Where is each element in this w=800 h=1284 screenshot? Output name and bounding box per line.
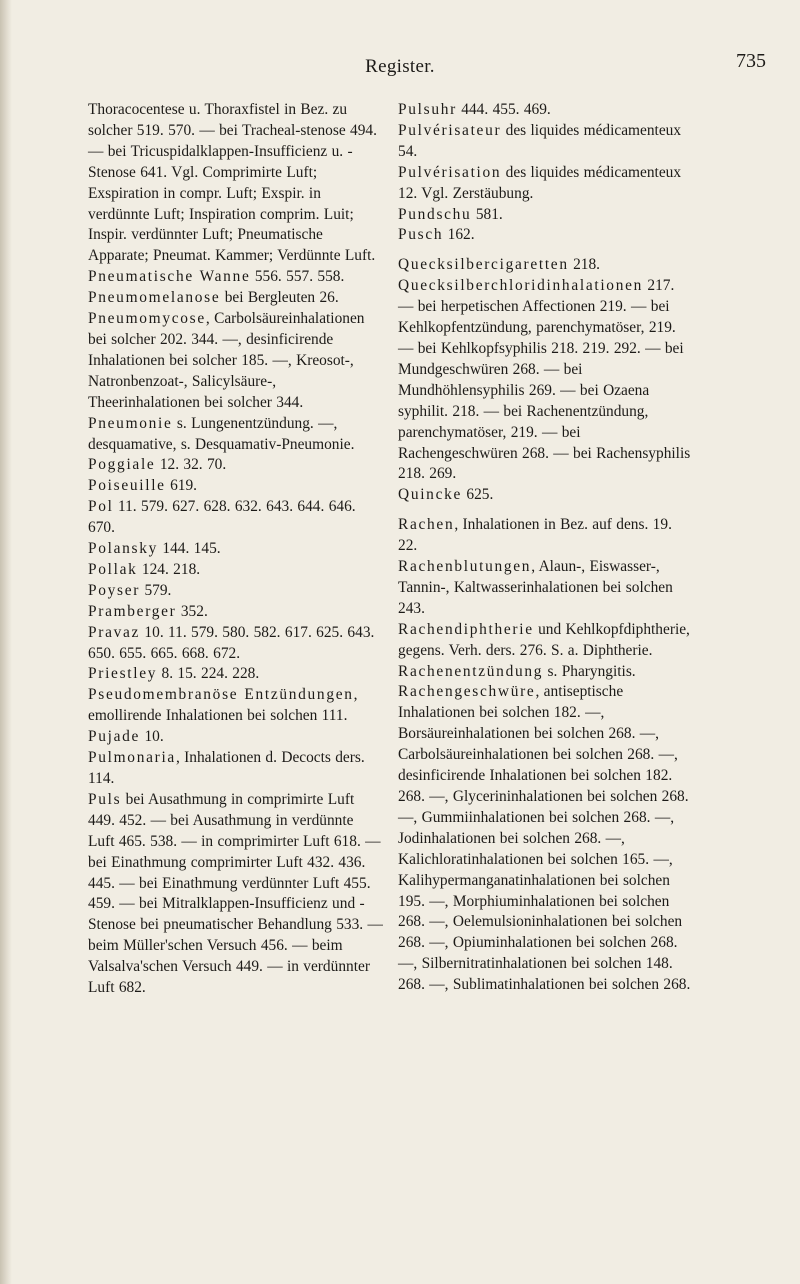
index-entry	[398, 163, 694, 205]
index-entry	[88, 455, 384, 476]
entry-term: Pulsuhr	[398, 101, 457, 118]
entry-text: bei Ausathmung in comprimirte Luft 449. 452. — bei Ausathmung in verdünnte Luft 465. 538. — in comprimirter Luft 618. — bei Einathmung comprimirter Luft 432. 436. 445. — bei Einathmung verdünnter Luft 455. 459. — bei Mitralklappen-Insufficienz und -Stenose bei pneumatischer Behandlung 533. — beim Müller'schen Versuch 456. — beim Valsalva'schen Versuch 449. — in verdünnter Luft 682.	[88, 790, 383, 997]
entry-term: Pulvérisation	[398, 163, 502, 181]
entry-text: 556. 557. 558.	[250, 268, 345, 286]
entry-term: Pneumatische Wanne	[88, 268, 251, 286]
index-entry	[398, 557, 694, 620]
index-entry	[88, 560, 384, 581]
entry-text: 12. 32. 70.	[155, 456, 227, 474]
entry-term: Pneumonie	[88, 414, 173, 432]
index-entry	[88, 581, 384, 602]
index-entry	[88, 748, 384, 790]
entry-text: , Inhalationen in Bez. auf dens. 19. 22.	[398, 516, 672, 555]
index-entry	[88, 267, 384, 288]
entry-term: Rachenblutungen	[398, 558, 532, 576]
entry-term: Pusch	[398, 226, 444, 244]
index-entry	[398, 121, 694, 163]
index-entry	[398, 276, 694, 485]
index-entry	[88, 497, 384, 539]
entry-text: s. Lungenentzündung. —, desquamative, s. Desquamativ-Pneumonie.	[88, 414, 355, 453]
entry-text: des liquides médicamenteux 12. Vgl. Zerstäubung.	[398, 163, 682, 202]
index-entry	[398, 515, 694, 557]
index-entry	[398, 682, 694, 996]
entry-term: Quecksilbercigaretten	[398, 256, 569, 274]
entry-term: Poggiale	[88, 456, 156, 474]
entry-term: Poyser	[88, 581, 141, 599]
entry-term: Pulmonaria	[88, 749, 176, 767]
page-binding-shadow	[0, 0, 12, 1284]
entry-term: Pulvérisateur	[398, 121, 502, 139]
index-entry	[88, 727, 384, 748]
index-entry	[88, 539, 384, 560]
index-entry	[398, 100, 694, 121]
entry-text: s. Pharyngitis.	[543, 662, 636, 680]
entry-text: des liquides médicamenteux 54.	[398, 121, 682, 160]
entry-text: 217. — bei herpetischen Affectionen 219. — bei Kehlkopfentzündung, parenchymatöser, 219. — bei Kehlkopfsyphilis 218. 219. 292. — bei Mundgeschwüren 268. — bei Mundhöhlensyphilis 269. — bei Ozaena syphilit. 218. — bei Rachenentzündung, parenchymatöser, 219. — bei Rachengeschwüren 268. — bei Rachensyphilis 218. 269.	[398, 277, 691, 483]
index-entry	[88, 288, 384, 309]
entry-text: , Alaun-, Eiswasser-, Tannin-, Kaltwasserinhalationen bei solchen 243.	[398, 558, 673, 617]
index-entry	[398, 620, 694, 662]
entry-term: Pundschu	[398, 205, 472, 223]
index-entry	[398, 255, 694, 276]
index-column-right	[398, 100, 694, 996]
index-entry	[88, 100, 384, 267]
entry-text: 581.	[471, 205, 503, 223]
entry-term: Polansky	[88, 540, 159, 558]
entry-term: Rachen	[398, 516, 455, 534]
entry-text: 162.	[443, 226, 475, 244]
index-entry	[88, 309, 384, 414]
entry-term: Rachendiphtherie	[398, 620, 534, 638]
index-entry	[88, 602, 384, 623]
entry-term: Pollak	[88, 560, 138, 578]
entry-term: Pramberger	[88, 602, 177, 620]
entry-text: 579.	[140, 581, 172, 599]
entry-text: , Carbolsäureinhalationen bei solcher 202. 344. —, desinficirende Inhalationen bei solcher 185. —, Kreosot-, Natronbenzoat-, Salicylsäure-, Theerinhalationen bei solcher 344.	[88, 310, 365, 411]
entry-term: Pol	[88, 498, 114, 516]
entry-term: Pujade	[88, 728, 141, 746]
entry-text: 8. 15. 224. 228.	[157, 665, 260, 683]
entry-text: 625.	[462, 486, 494, 504]
entry-term: Rachenentzündung	[398, 662, 544, 680]
entry-text: 619.	[165, 477, 197, 495]
entry-term: Puls	[88, 790, 122, 808]
entry-text: , Inhalationen d. Decocts ders. 114.	[88, 749, 365, 787]
page-number: 735	[736, 50, 766, 72]
index-entry	[88, 414, 384, 456]
entry-term: Rachengeschwüre	[398, 683, 536, 701]
entry-term: Poiseuille	[88, 477, 166, 495]
index-entry	[398, 485, 694, 506]
entry-term: Quecksilberchloridinhalationen	[398, 277, 644, 295]
entry-text: 352.	[176, 602, 208, 620]
index-entry	[398, 662, 694, 683]
entry-text: und Kehlkopfdiphtherie, gegens. Verh. ders. 276. S. a. Diphtherie.	[398, 620, 690, 659]
entry-term: Pneumomelanose	[88, 289, 221, 307]
entry-text: 444. 455. 469.	[456, 101, 551, 118]
index-entry	[88, 790, 384, 999]
index-entry	[88, 685, 384, 727]
index-entry	[398, 225, 694, 246]
index-entry	[88, 476, 384, 497]
index-entry	[88, 664, 384, 685]
entry-text: 10. 11. 579. 580. 582. 617. 625. 643. 650. 655. 665. 668. 672.	[88, 623, 375, 662]
entry-text: 144. 145.	[158, 540, 221, 558]
entry-term: Quincke	[398, 486, 463, 504]
entry-text: 10.	[140, 728, 164, 746]
index-column-left	[88, 100, 384, 999]
entry-term: Pravaz	[88, 623, 141, 641]
entry-text: bei Bergleuten 26.	[220, 289, 339, 307]
entry-text: 218.	[568, 256, 601, 274]
entry-text: 124. 218.	[137, 560, 201, 578]
entry-text: , emollirende Inhalationen bei solchen 111.	[88, 686, 358, 725]
entry-term: Pseudomembranöse Entzündungen	[88, 686, 354, 704]
entry-text: 11. 579. 627. 628. 632. 643. 644. 646. 670.	[88, 498, 356, 537]
entry-text: Thoracocentese u. Thoraxfistel in Bez. zu solcher 519. 570. — bei Tracheal-stenose 494. — bei Tricuspidalklappen-Insufficienz u. -Stenose 641. Vgl. Comprimirte Luft; Exspiration in compr. Luft; Exspir. in verdünnte Luft; Inspiration comprim. Luit; Inspir. verdünnter Luft; Pneumatische Apparate; Pneumat. Kammer; Verdünnte Luft.	[88, 101, 377, 265]
index-entry	[398, 205, 694, 226]
running-head: Register.	[365, 56, 435, 77]
entry-text: , antiseptische Inhalationen bei solchen 182. —, Borsäureinhalationen bei solchen 268. —, Carbolsäureinhalationen bei solchen 268. —, desinficirende Inhalationen bei solchen 182. 268. —, Glycerininhalationen bei solchen 268. —, Gummiinhalationen bei solchen 268. —, Jodinhalationen bei solchen 268. —, Kalichloratinhalationen bei solchen 165. —, Kalihypermanganatinhalationen bei solchen 195. —, Morphiuminhalationen bei solchen 268. —, Oelemulsioninhalationen bei solchen 268. —, Opiuminhalationen bei solchen 268. —, Silbernitratinhalationen bei solchen 148. 268. —, Sublimatinhalationen bei solchen 268.	[398, 683, 691, 994]
index-entry	[88, 623, 384, 665]
entry-term: Pneumomycose	[88, 310, 206, 328]
entry-term: Priestley	[88, 665, 158, 683]
